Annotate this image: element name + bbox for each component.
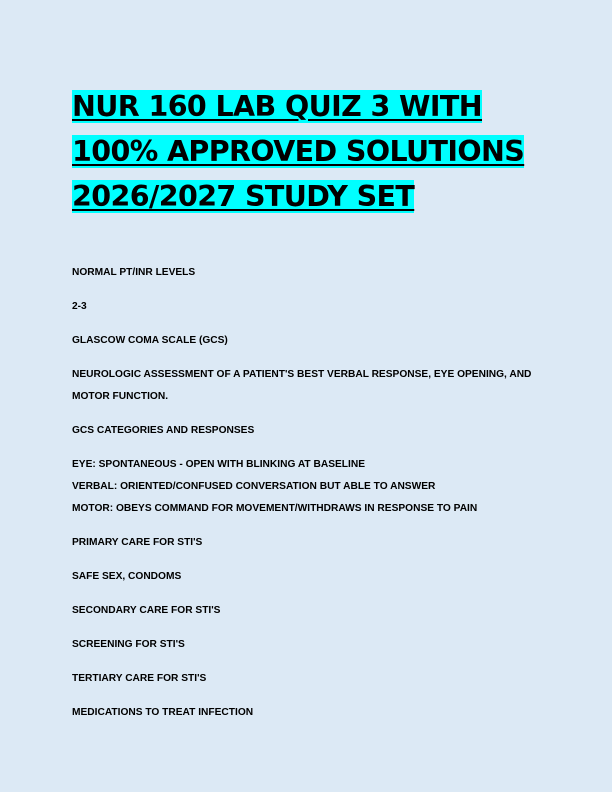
entry-gcs-answer (72, 364, 542, 408)
entry-text: SAFE SEX, CONDOMS (72, 571, 182, 582)
entry-gcs-categories-answer (72, 454, 542, 520)
entry-text: PRIMARY CARE FOR STI'S (72, 537, 203, 548)
entry-text: EYE: SPONTANEOUS - OPEN WITH BLINKING AT BASELINE (72, 459, 365, 470)
title-line-2: 100% APPROVED SOLUTIONS (72, 135, 525, 168)
entry-text: TERTIARY CARE FOR STI'S (72, 673, 207, 684)
entry-text: NEUROLOGIC ASSESSMENT OF A PATIENT'S BEST VERBAL RESPONSE, EYE OPENING, AND (72, 369, 532, 380)
entry-secondary-care-answer (72, 634, 542, 656)
entry-text: SCREENING FOR STI'S (72, 639, 185, 650)
document-title (72, 84, 542, 219)
study-set-content (72, 262, 542, 736)
entry-text: GLASCOW COMA SCALE (GCS) (72, 335, 228, 346)
entry-tertiary-care-question (72, 668, 542, 690)
entry-normal-pt-inr-question (72, 262, 542, 284)
entry-primary-care-question (72, 532, 542, 554)
entry-secondary-care-question (72, 600, 542, 622)
entry-text: VERBAL: ORIENTED/CONFUSED CONVERSATION BUT ABLE TO ANSWER (72, 481, 436, 492)
title-line-1: NUR 160 LAB QUIZ 3 WITH (72, 90, 482, 123)
entry-normal-pt-inr-answer (72, 296, 542, 318)
entry-text: NORMAL PT/INR LEVELS (72, 267, 196, 278)
entry-gcs-question (72, 330, 542, 352)
entry-primary-care-answer (72, 566, 542, 588)
entry-text: MEDICATIONS TO TREAT INFECTION (72, 707, 254, 718)
entry-tertiary-care-answer (72, 702, 542, 724)
title-line-3: 2026/2027 STUDY SET (72, 180, 415, 213)
entry-text: MOTOR: OBEYS COMMAND FOR MOVEMENT/WITHDRAWS IN RESPONSE TO PAIN (72, 503, 478, 514)
entry-gcs-categories-question (72, 420, 542, 442)
entry-text: SECONDARY CARE FOR STI'S (72, 605, 221, 616)
entry-text: GCS CATEGORIES AND RESPONSES (72, 425, 255, 436)
entry-text: 2-3 (72, 301, 87, 312)
entry-text: MOTOR FUNCTION. (72, 391, 169, 402)
